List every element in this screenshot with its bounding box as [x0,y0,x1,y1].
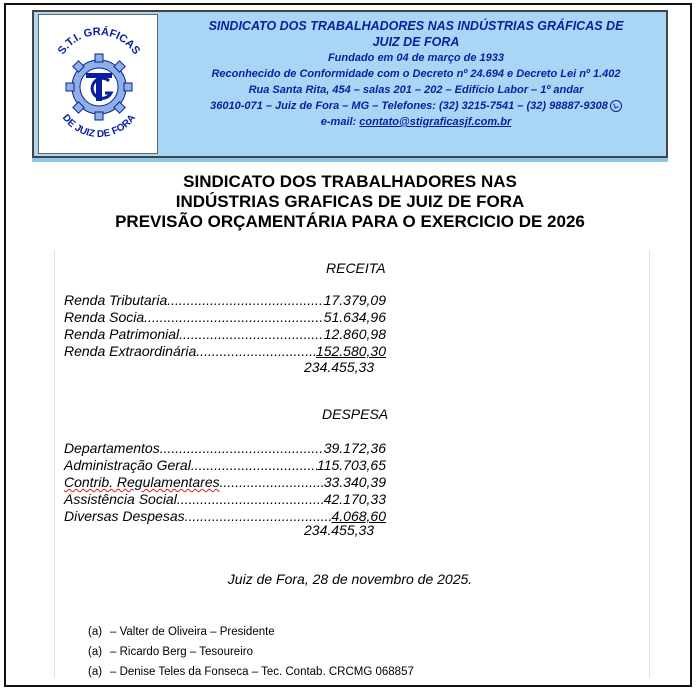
date-line: Juiz de Fora, 28 de novembro de 2025. [227,571,473,587]
logo-text-top: S.T.I. GRÁFICAS [55,25,143,57]
despesa-row: Assistência Social ..... 42.170,33 [64,491,386,508]
signature-line: (a) – Ricardo Berg – Tesoureiro [88,646,253,658]
despesa-heading: DESPESA [322,406,389,422]
letterhead-founded: Fundado em 04 de março de 1933 [327,52,505,64]
whatsapp-icon [610,100,622,112]
letterhead-phones: 36010-071 – Juiz de Fora – MG – Telefones: (32) 3215-7541 – (32) 98887-9308 [210,100,608,112]
letterhead-recognition: Reconhecido de Conformidade com o Decreto nº 24.694 e Decreto Lei nº 1.402 [211,68,621,80]
despesa-total: 234.455,33 [304,522,375,538]
despesa-row: Contrib. Regulamentares ..... 33.340,39 [64,474,386,491]
gear-logo-icon [39,15,159,155]
letterhead-email-line [168,114,664,130]
email-label: e-mail: [320,116,357,128]
receita-heading: RECEITA [326,260,386,276]
document-title-line-3: PREVISÃO ORÇAMENTÁRIA PARA O EXERCICIO DE 2026 [115,212,585,231]
letterhead-text [168,18,664,130]
letterhead-address: Rua Santa Rita, 454 – salas 201 – 202 – Edifício Labor – 1º andar [248,84,584,96]
despesa-row: Departamentos ..... 39.172,36 [64,440,386,457]
email-link[interactable]: contato@stigraficasjf.com.br [359,116,512,128]
despesa-row: Administração Geral ..... 115.703,65 [64,457,386,474]
document-title-line-2: INDÚSTRIAS GRAFICAS DE JUIZ DE FORA [175,192,525,211]
union-logo [38,14,158,154]
receita-row: Renda Extraordinária ..... 152.580,30 [64,343,386,360]
document-title [0,172,700,232]
logo-text-bottom: DE JUIZ DE FORA [59,112,139,141]
signature-list [88,622,414,682]
receita-row: Renda Socia ..... 51.634,96 [64,309,386,326]
despesa-list [64,440,386,525]
letterhead-title-1: SINDICATO DOS TRABALHADORES NAS INDÚSTRIAS GRÁFICAS DE [208,19,624,33]
receita-total: 234.455,33 [304,359,375,375]
letterhead-title-2: JUIZ DE FORA [372,35,460,49]
banner-underline [32,158,668,162]
document-title-line-1: SINDICATO DOS TRABALHADORES NAS [183,172,517,191]
receita-list [64,292,386,360]
receita-row: Renda Patrimonial ..... 12.860,98 [64,326,386,343]
despesa-row: Diversas Despesas ..... 4.068,60 [64,508,386,525]
receita-row: Renda Tributaria ..... 17.379,09 [64,292,386,309]
signature-line: (a) – Denise Teles da Fonseca – Tec. Contab. CRCMG 068857 [88,666,414,678]
signature-line: (a) – Valter de Oliveira – Presidente [88,626,275,638]
letterhead-phones-line [168,98,664,114]
